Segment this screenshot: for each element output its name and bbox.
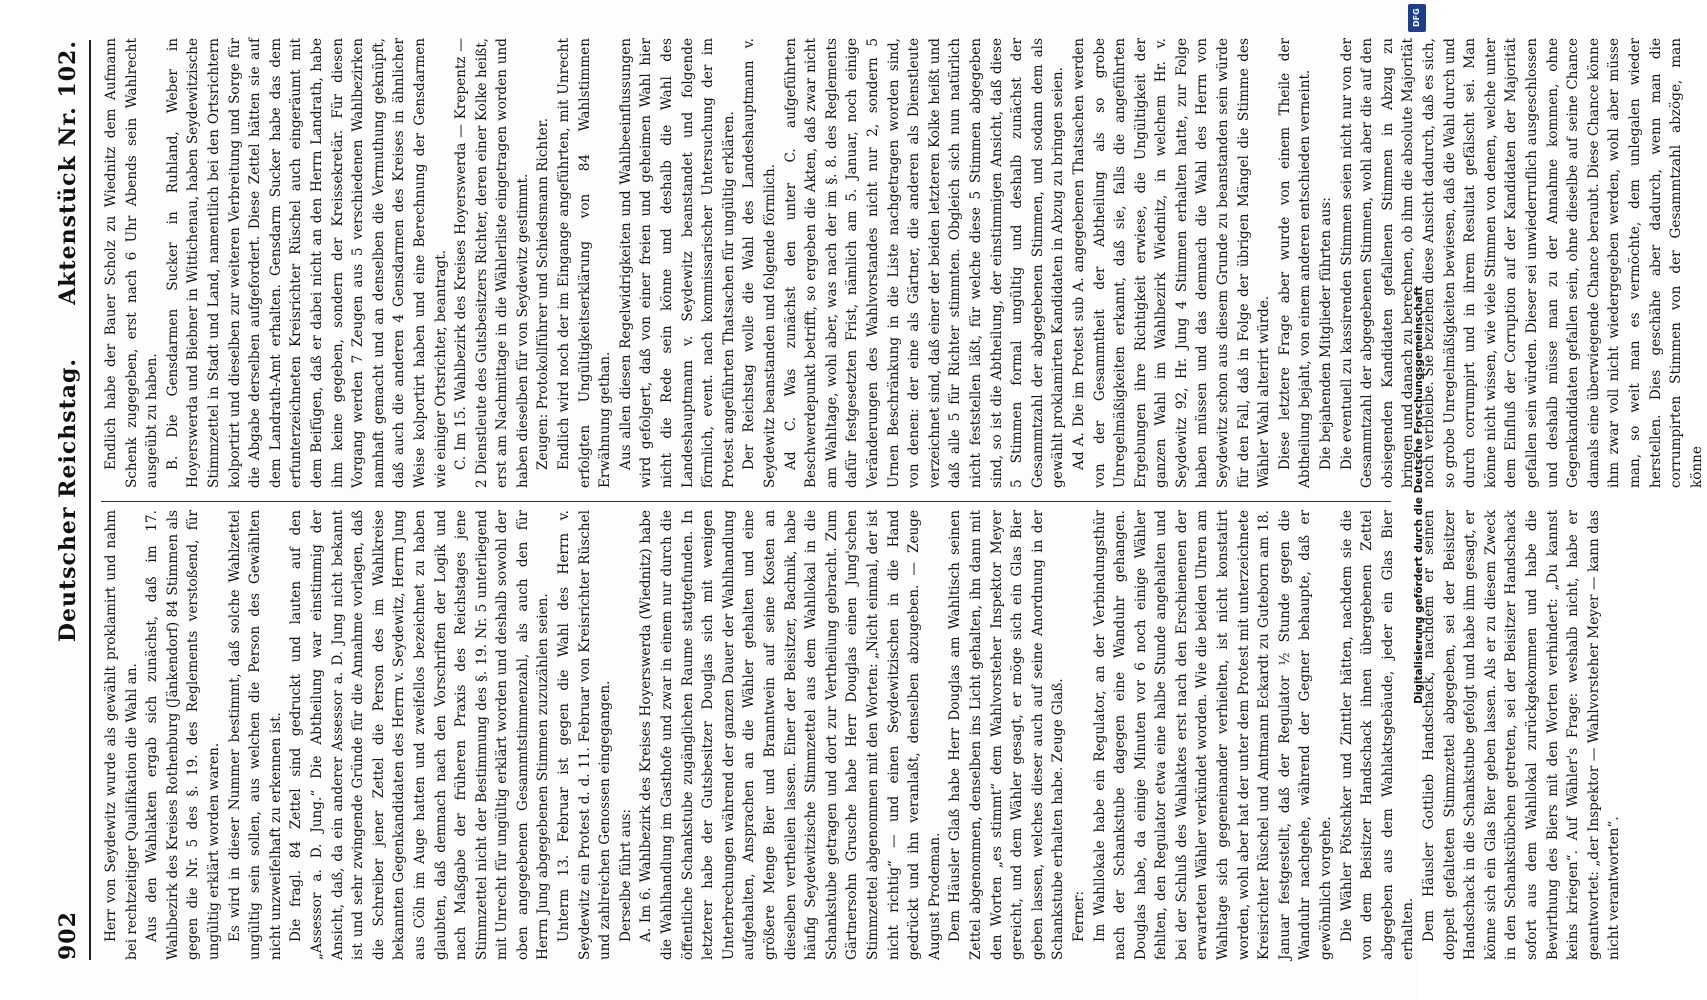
paragraph: Herr von Seydewitz wurde als gewählt proklamirt und nahm bei rechtzeitiger Qualifikation die Wahl an.: [103, 510, 140, 960]
column-divider: [101, 501, 1391, 502]
paragraph: Dem Häusler Glaß habe Herr Douglas am Wahltisch seinen Zettel abgenommen, denselben ins Licht gehalten, ihn dann mit den Worten „es stimmt“ dem Wahlvorsteher Inspektor Meyer gereicht, und dem Wähler gesagt, er möge sich ein Glas Bier geben lassen, welches dieser auch auf seine Anordnung in der Schankstube erhalten habe. Zeuge Glaß.: [947, 510, 1067, 960]
left-column: [101, 510, 1623, 960]
paragraph: Endlich wird noch der im Eingange angeführten, mit Unrecht erfolgten Ungültigkeitserklärung von 84 Wahlstimmen Erwähnung gethan.: [556, 38, 614, 488]
paragraph: Die Wähler Pötschker und Zinttler hätten, nachdem sie die von dem Beisitzer Handschack ihnen übergebenen Zettel abgegeben aus dem Wahlaktsgebäude, jeder ein Glas Bier erhalten.: [1338, 510, 1417, 960]
paragraph: C. Im 15. Wahlbezirk des Kreises Hoyerswerda — Krepentz — 2 Dienstleute des Gutsbesitzers Richter, deren einer Kolke heißt, erst am Nachmittage in die Wählerliste eingetragen worden und haben dieselben für von Seydewitz gestimmt.: [453, 38, 531, 488]
paragraph: Ferner:: [1070, 890, 1087, 942]
paragraph: Aus den Wahlakten ergab sich zunächst, daß im 17. Wahlbezirk des Kreises Rothenburg (Jänkendorf) 84 Stimmen als gegen die Nr. 5 des §. 19. des Reglements verstoßend, für ungültig erklärt worden waren.: [144, 510, 222, 960]
paragraph: Dem Häusler Gottlieb Handschack, nachdem er seinen doppelt gefalteten Stimmzettel abgegeben, sei der Beisitzer Handschack in die Schankstube gefolgt und habe ihm gesagt, er könne sich ein Glas Bier geben lassen. Als er zu diesem Zweck in den Schankstübchen getreten, sei der Beisitzer Handschack sofort aus dem Wahllokal zurückgekommen und habe die Bewirthung des Biers mit den Worten verhindert: „Du kannst keins kriegen“. Auf Wähler's Frage: weshalb nicht, habe er geantwortet: „der Inspektor — Wahlvorsteher Meyer — kann das nicht verantworten“.: [1421, 510, 1623, 960]
section-title: Aktenstück Nr. 102.: [55, 40, 81, 305]
paragraph: B. Die Gensdarmen Sucker in Ruhland, Weber in Hoyerswerda und Biebner in Wittichenau, haben Seydewitzische Stimmzettel in Stadt und Land, namentlich bei den Ortsrichtern kolportirt und dieselben zur weiteren Verbreitung und Sorge für die Abgabe derselben aufgefordert. Diese Zettel hätten sie auf dem Landrath-Amt erhalten. Gensdarm Sucker habe das dem erfunterzeichneten Kreisrichter Rüschel auch eingeräumt mit dem Beifügen, daß er dabei nicht an den Herrn Landrath, habe ihm keine gegeben, sondern der Kreissekretär. Für diesen Vorgang werden 7 Zeugen aus 5 verschiedenen Wahlbezirken namhaft gemacht und an denselben die Vermuthung geknüpft, daß auch die anderen 4 Gensdarmen des Kreises in ähnlicher Weise kolportirt haben und eine Berechnung der Gensdarmen wie einiger Ortsrichter, beantragt.: [164, 38, 449, 488]
header-rule: [89, 40, 91, 960]
paragraph: Aus allen diesen Regelwidrigkeiten und Wahlbeeinflussungen wird gefolgert, daß von einer freien und geheimen Wahl hier nicht die Rede sein könne und deshalb die Wahl des Landeshauptmann v. Seydewitz beanstandet und folgende förmlich, event. nach kommissarischer Untersuchung der im Protest angeführten Thatsachen für ungültig erklären.: [617, 38, 737, 488]
paragraph: Diese letztere Frage aber wurde von einem Theile der Abtheilung bejaht, von einem anderen entschieden verneint.: [1276, 38, 1314, 488]
page-number: 902: [55, 911, 81, 960]
paragraph: Die bejahenden Mitglieder führten aus:: [1318, 197, 1335, 470]
page-header: [49, 20, 89, 980]
paragraph: Die eventuell zu kassirenden Stimmen seien nicht nur von der Gesammtzahl der abgegebenen Stimmen, wohl aber die auf den obsiegenden Kandidaten gefallenen Stimmen in Abzug zu bringen und danach zu berechnen, ob ihm die absolute Majorität noch verbleibe. Sie beziehen diese Ansicht dadurch, daß es sich, so grobe Unregelmäßigkeiten bewiesen, daß die Wahl durch und durch corrumpirt und in ihrem Resultat gefälscht sei. Man könne nicht wissen, wie viele Stimmen von denen, welche unter dem Einfluß der Corruption auf der Kandidaten der Majorität gefallen sein würden. Dieser sei unwiederruflich ausgeschlossen und deshalb müsse man zu der Annahme kommen, ohne Gegenkandidaten gefallen sein, ohne dieselbe auf seine Chance damals eine überwiegende Chance beraubt. Diese Chance könne ihm zwar voll nicht wiedergegeben werden, wohl aber müsse man, so weit man es vermöchte, dem unlegalen wieder herstellen. Dies geschähe aber dadurch, wenn man die corrumpirten Stimmen von der Gesammtzahl abzöge, man könne: [1338, 38, 1705, 488]
page-title: Deutscher Reichstag.: [55, 357, 81, 643]
paragraph: A. Im 6. Wahlbezirk des Kreises Hoyerswerda (Wiednitz) habe die Wahlhandlung im Gasthofe und zwar in einem nur durch die öffentliche Schankstube zugänglichen Raume stattgefunden. In letzterer habe der Gutsbesitzer Douglas sich mit wenigen Unterbrechungen während der ganzen Dauer der Wahlhandlung aufgehalten, Ansprachen an die Wähler gehalten und eine größere Menge Bier und Branntwein auf seine Kosten an dieselben vertheilen lassen. Einer der Beisitzer, Bachnik, habe häufig Seydewitzische Stimmzettel aus dem Wahllokal in die Schankstube getragen und dort zur Vertheilung gebracht. Zum Gärtnersohn Grusche habe Herr Douglas einen Jung'schen Stimmzettel abgenommen mit den Worten: „Nicht einmal, der ist nicht richtig“ — und einen Seydewitzischen in die Hand gedrückt und ihn veranlaßt, denselben abzugeben. — Zeuge August Prodeman.: [638, 510, 943, 960]
paragraph: Derselbe führt aus:: [617, 808, 634, 942]
right-column: [101, 38, 1705, 488]
paragraph: Zeugen: Protokollführer und Schiedsmann Richter.: [535, 117, 552, 470]
paragraph: Die fragl. 84 Zettel sind gedruckt und lauten auf den „Assessor a. D. Jung.“ Die Abtheilung war einstimmig der Ansicht, daß, da ein anderer Assessor a. D. Jung nicht bekannt ist und sehr zwingende Gründe für die Annahme vorlagen, daß die Schreiber jener Zettel die Person des im Wahlkreise bekannten Gegenkandidaten des Herrn v. Seydewitz, Herrn Jung aus Cöln im Auge hatten und zweifellos bezeichnet zu haben glaubten, daß demnach nach den Vorschriften der Logik und nach Maßgabe der früheren Praxis des Reichstages jene Stimmzettel nicht der Bestimmung des §. 19. Nr. 5 unterliegend mit Unrecht für ungültig erklärt worden und deshalb sowohl der oben angegebenen Gesammtstimmenzahl, als auch den für Herrn Jung abgegebenen Stimmen zuzuzählen seien.: [288, 510, 552, 960]
paragraph: Der Reichstag wolle die Wahl des Landeshauptmann v. Seydewitz beanstanden und folgende förmlich.: [741, 38, 778, 488]
paragraph: Ad C. Was zunächst den unter C. aufgeführten Beschwerdepunkt betrifft, so ergeben die Akten, daß zwar nicht am Wahltage, wohl aber, was nach der im §. 8. des Reglements dafür festgesetzten Frist, nämlich am 5. Januar, noch einige Veränderungen des Wahlvorstandes nicht nur 2, sondern 5 Urnen Beschränkung in die Liste nachgetragen worden sind, von denen: der eine als Gärtner, die anderen als Dienstleute verzeichnet sind, daß einer der beiden letzteren Kolke heißt und daß alle 5 für Richter stimmten. Obgleich sich nun natürlich nicht feststellen läßt, für welche diese 5 Stimmen abgegeben sind, so ist die Abtheilung, der einstimmigen Ansicht, daß diese 5 Stimmen formal ungültig und deshalb zunächst der Gesammtzahl der abgegebenen Stimmen, und sodann dem als gewählt proklamirten Kandidaten in Abzug zu bringen seien.: [782, 38, 1067, 488]
paragraph: Ad A. Die im Protest sub A. angegebenen Thatsachen werden von der Gesammtheit der Abtheilung als so grobe Unregelmäßigkeiten erkannt, daß sie, falls die angeführten Ergebungen ihre Richtigkeit erwiese, die Ungültigkeit der ganzen Wahl im Wahlbezirk Wiednitz, in welchem Hr. v. Seydewitz 92, Hr. Jung 4 Stimmen erhalten hatte, zur Folge haben müssen und das demnach die Wahl des Herrn von Seydewitz schon aus diesem Grunde zu beanstanden sein würde für den Fall, daß in Folge der übrigen Mängel die Stimme des Wähler Wahl alterirt würde.: [1070, 38, 1273, 488]
paragraph: Endlich habe der Bauer Scholz zu Wiednitz dem Aufmann Schenk zugegeben, erst nach 6 Uhr Abends sein Wahlrecht ausgeübt zu haben.: [103, 38, 161, 488]
digitization-credit: Digitalisierung gefördert durch die Deutsche Forschungsgemeinschaft: [1413, 286, 1425, 704]
paragraph: Unterm 13. Februar ist gegen die Wahl des Herrn v. Seydewitz ein Protest d. d. 11. Februar von Kreisrichter Rüschel und zahlreichen Genossen eingegangen.: [556, 510, 614, 960]
paragraph: Es wird in dieser Nummer bestimmt, daß solche Wahlzettel ungültig sein sollen, aus welchen die Person des Gewählten nicht unzweifelhaft zu erkennen ist.: [226, 510, 284, 960]
dfg-logo: DFG: [1408, 4, 1426, 32]
paragraph: Im Wahllokale habe ein Regulator, an der Verbindungsthür nach der Schankstube dagegen eine Wanduhr gehangen. Douglas habe, da einige Minuten vor 6 noch einige Wähler fehlten, den Regulator etwa eine halbe Stunde angehalten und bei der Schluß des Wahlaktes erst nach den Erschienenen der erwarteten Wähler verkündet worden. Wie die beiden Uhren am Wahltage sich gegeneinander verhielten, ist nicht konstatirt worden, wohl aber hat der unter dem Protest mit unterzeichnete Kreisrichter Rüschel und Amtmann Eckardt zu Guteborn am 18. Januar festgestellt, daß der Regulator ½ Stunde gegen die Wanduhr nachgehe, während der Gegner behaupte, daß er gewöhnlich vorgehe.: [1091, 510, 1335, 960]
